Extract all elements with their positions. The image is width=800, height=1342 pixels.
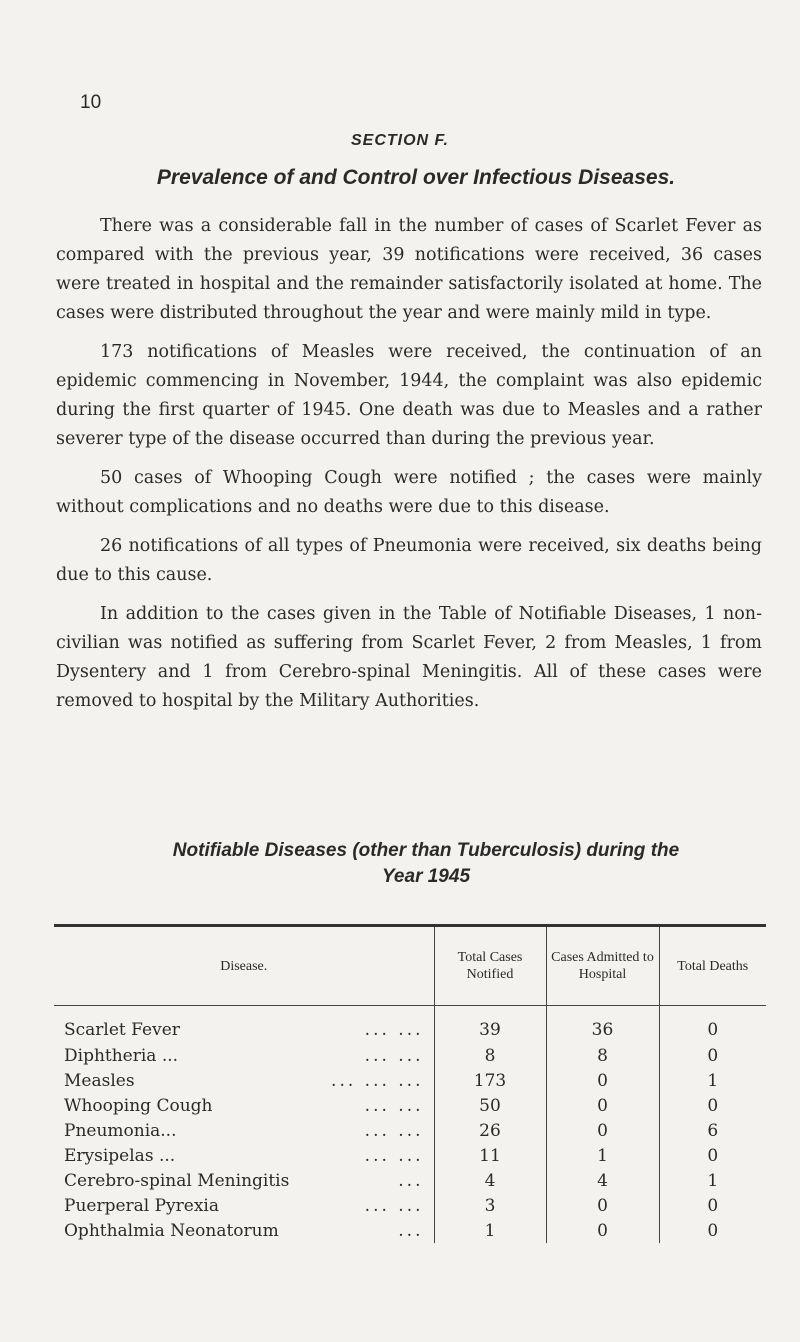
disease-name: Pneumonia...: [64, 1120, 177, 1141]
header-disease: Disease.: [54, 926, 434, 1006]
body-text: [56, 212, 762, 726]
leader-dots: ... ...: [364, 1095, 424, 1116]
page-number: 10: [80, 92, 102, 113]
notifiable-diseases-table: [54, 924, 766, 1243]
disease-name: Whooping Cough: [64, 1095, 213, 1116]
cell-notified: 11: [434, 1143, 546, 1168]
table-row: [54, 1143, 766, 1168]
cell-notified: 173: [434, 1068, 546, 1093]
cell-admitted: 0: [546, 1068, 659, 1093]
table-row: [54, 1068, 766, 1093]
cell-notified: 1: [434, 1218, 546, 1243]
cell-notified: 50: [434, 1093, 546, 1118]
cell-deaths: 0: [659, 1143, 766, 1168]
table-row: [54, 1193, 766, 1218]
table-row: [54, 1218, 766, 1243]
leader-dots: ...: [398, 1170, 424, 1191]
cell-admitted: 8: [546, 1043, 659, 1068]
cell-deaths: 0: [659, 1043, 766, 1068]
leader-dots: ... ...: [364, 1120, 424, 1141]
cell-notified: 8: [434, 1043, 546, 1068]
cell-admitted: 0: [546, 1218, 659, 1243]
paragraph-scarlet-fever: There was a considerable fall in the number of cases of Scarlet Fever as compared with the previous year, 39 notifications were received, 36 cases were treated in hospital and the remainder satisfactorily isolated at home. The cases were distributed throughout the year and were mainly mild in type.: [56, 216, 762, 323]
disease-name: Cerebro-spinal Meningitis: [64, 1170, 290, 1191]
cell-admitted: 0: [546, 1093, 659, 1118]
table-row: [54, 1168, 766, 1193]
cell-notified: 39: [434, 1006, 546, 1044]
section-heading: SECTION F.: [350, 132, 449, 149]
table-row: [54, 1006, 766, 1044]
table-row: [54, 1118, 766, 1143]
paragraph-whooping-cough: 50 cases of Whooping Cough were notified ; the cases were mainly without complications and no deaths were due to this disease.: [56, 468, 762, 517]
cell-notified: 4: [434, 1168, 546, 1193]
cell-deaths: 1: [659, 1168, 766, 1193]
leader-dots: ... ... ...: [331, 1070, 424, 1091]
cell-deaths: 0: [659, 1218, 766, 1243]
cell-deaths: 1: [659, 1068, 766, 1093]
table-header-row: [54, 926, 766, 1006]
table-title: [76, 838, 776, 890]
cell-deaths: 0: [659, 1193, 766, 1218]
header-total-deaths: Total Deaths: [659, 926, 766, 1006]
disease-name: Ophthalmia Neonatorum: [64, 1220, 279, 1241]
cell-admitted: 1: [546, 1143, 659, 1168]
cell-notified: 3: [434, 1193, 546, 1218]
table-title-line1: Notifiable Diseases (other than Tuberculosis) during the: [172, 840, 680, 861]
disease-name: Puerperal Pyrexia: [64, 1195, 220, 1216]
disease-name: Diphtheria ...: [64, 1045, 179, 1066]
cell-admitted: 0: [546, 1118, 659, 1143]
cell-deaths: 0: [659, 1093, 766, 1118]
cell-admitted: 0: [546, 1193, 659, 1218]
paragraph-non-civilian: In addition to the cases given in the Table of Notifiable Diseases, 1 non-civilian was notified as suffering from Scarlet Fever, 2 from Measles, 1 from Dysentery and 1 from Cerebro-spinal Meningitis. All of these cases were removed to hospital by the Military Authorities.: [56, 604, 762, 711]
disease-name: Erysipelas ...: [64, 1145, 176, 1166]
leader-dots: ... ...: [364, 1145, 424, 1166]
cell-deaths: 0: [659, 1006, 766, 1044]
header-admitted-hospital: Cases Admitted to Hospital: [546, 926, 659, 1006]
disease-name: Measles: [64, 1070, 135, 1091]
cell-notified: 26: [434, 1118, 546, 1143]
table-title-line2: Year 1945: [381, 866, 471, 887]
cell-deaths: 6: [659, 1118, 766, 1143]
cell-admitted: 4: [546, 1168, 659, 1193]
disease-name: Scarlet Fever: [64, 1019, 180, 1040]
leader-dots: ... ...: [364, 1045, 424, 1066]
leader-dots: ...: [398, 1220, 424, 1241]
header-total-notified: Total Cases Notified: [434, 926, 546, 1006]
table-row: [54, 1043, 766, 1068]
main-heading: Prevalence of and Control over Infectious Diseases.: [156, 166, 676, 189]
table-row: [54, 1093, 766, 1118]
leader-dots: ... ...: [364, 1019, 424, 1040]
paragraph-measles: 173 notifications of Measles were received, the continuation of an epidemic commencing in November, 1944, the complaint was also epidemic during the first quarter of 1945. One death was due to Measles and a rather severer type of the disease occurred than during the previous year.: [56, 342, 762, 449]
cell-admitted: 36: [546, 1006, 659, 1044]
leader-dots: ... ...: [364, 1195, 424, 1216]
paragraph-pneumonia: 26 notifications of all types of Pneumonia were received, six deaths being due to this cause.: [56, 536, 762, 585]
